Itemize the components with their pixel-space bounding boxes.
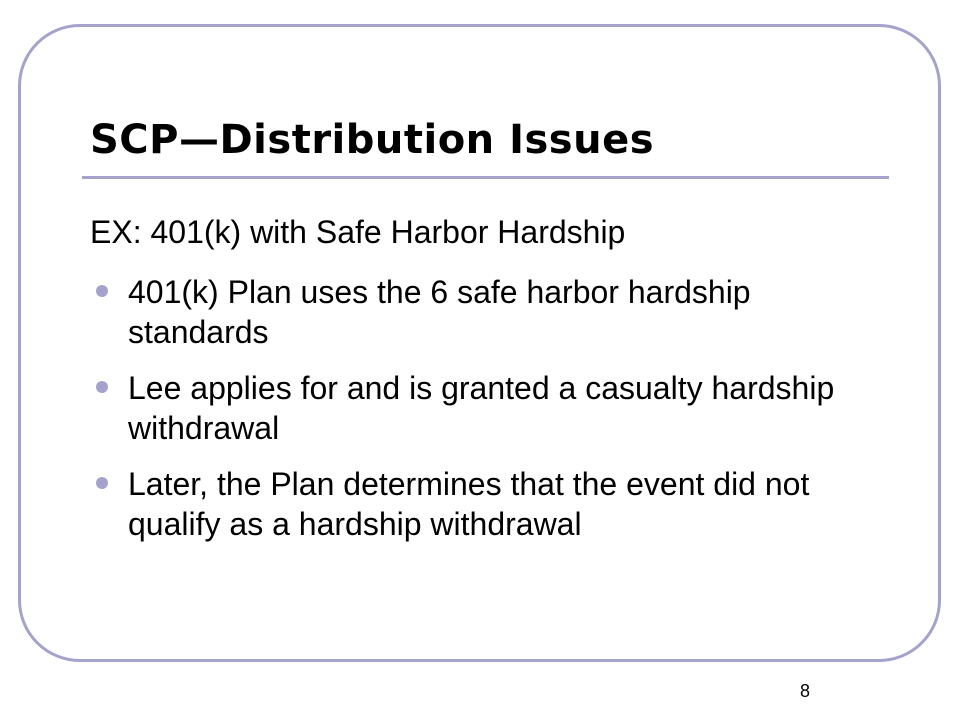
bullet-text: Later, the Plan determines that the event did not qualify as a hardship withdrawal [128,466,810,542]
bullet-dot-icon [96,477,108,489]
bullet-text: 401(k) Plan uses the 6 safe harbor hardship standards [128,274,751,350]
bullet-dot-icon [96,381,108,393]
bullet-item [90,272,880,352]
bullet-dot-icon [96,285,108,297]
bullet-item [90,368,880,448]
bullet-item [90,464,880,544]
slide-title: SCP—Distribution Issues [90,117,654,163]
bullet-list [90,272,880,560]
page-number: 8 [800,681,811,701]
title-divider [82,176,889,179]
slide-subtitle: EX: 401(k) with Safe Harbor Hardship [90,214,626,250]
bullet-text: Lee applies for and is granted a casualty hardship withdrawal [128,370,835,446]
